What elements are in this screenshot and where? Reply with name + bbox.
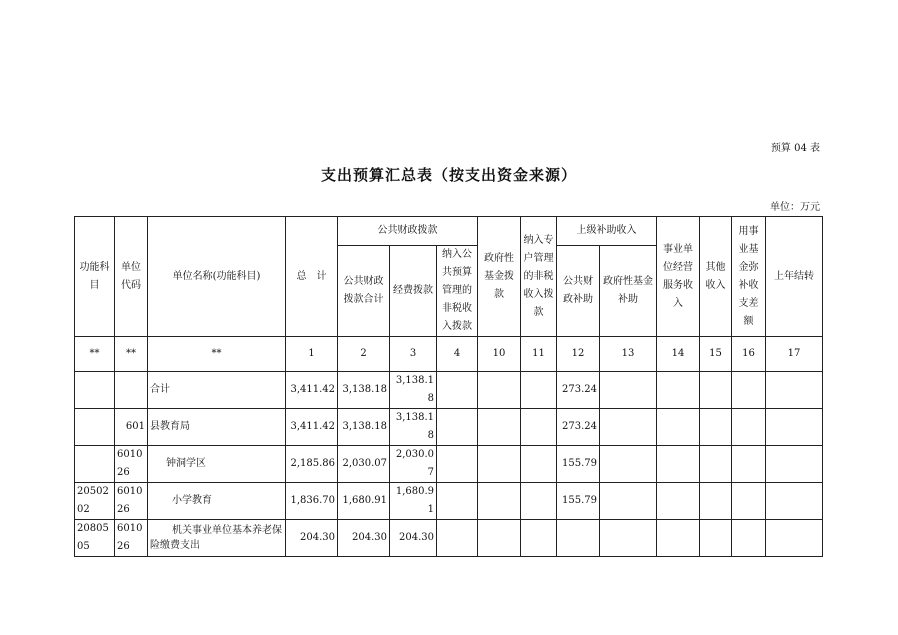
empty-cell bbox=[600, 483, 657, 520]
unit-label: 单位：万元 bbox=[770, 202, 820, 213]
table-row bbox=[75, 520, 823, 557]
empty-cell bbox=[657, 372, 700, 409]
header-pf-nontax: 纳入公共预算管理的非税收入拨款 bbox=[437, 246, 478, 337]
empty-cell bbox=[732, 372, 766, 409]
total-cell: 204.30 bbox=[286, 520, 338, 557]
pf-total-cell: 2,030.07 bbox=[338, 446, 390, 483]
pf-total-cell: 1,680.91 bbox=[338, 483, 390, 520]
func-code-cell bbox=[75, 409, 115, 446]
sub-public-cell: 155.79 bbox=[557, 483, 600, 520]
empty-cell bbox=[700, 372, 732, 409]
unit-name-cell: 县教育局 bbox=[148, 409, 286, 446]
index-cell: 4 bbox=[437, 337, 478, 372]
header-business-income: 事业单位经营服务收入 bbox=[657, 217, 700, 337]
total-cell: 2,185.86 bbox=[286, 446, 338, 483]
empty-cell bbox=[478, 446, 521, 483]
header-other-income: 其他收入 bbox=[700, 217, 732, 337]
empty-cell bbox=[700, 446, 732, 483]
empty-cell bbox=[521, 409, 557, 446]
header-total: 总 计 bbox=[286, 217, 338, 337]
pf-funds-cell: 204.30 bbox=[390, 520, 437, 557]
unit-name-cell: 合计 bbox=[148, 372, 286, 409]
unit-code-cell: 601026 bbox=[115, 446, 148, 483]
empty-cell bbox=[600, 520, 657, 557]
empty-cell bbox=[766, 520, 823, 557]
empty-cell bbox=[437, 483, 478, 520]
empty-cell bbox=[478, 520, 521, 557]
empty-cell bbox=[600, 409, 657, 446]
table-row bbox=[75, 409, 823, 446]
table-row bbox=[75, 372, 823, 409]
header-sub-gov-fund: 政府性基金补助 bbox=[600, 246, 657, 337]
index-cell: 11 bbox=[521, 337, 557, 372]
index-row bbox=[75, 337, 823, 372]
total-cell: 1,836.70 bbox=[286, 483, 338, 520]
empty-cell bbox=[657, 409, 700, 446]
func-code-cell bbox=[75, 446, 115, 483]
header-special-nontax: 纳入专户管理的非税收入拨款 bbox=[521, 217, 557, 337]
unit-name-cell: 小学教育 bbox=[148, 483, 286, 520]
empty-cell bbox=[437, 520, 478, 557]
empty-cell bbox=[732, 446, 766, 483]
total-cell: 3,411.42 bbox=[286, 372, 338, 409]
empty-cell bbox=[478, 409, 521, 446]
header-sub-public: 公共财政补助 bbox=[557, 246, 600, 337]
empty-cell bbox=[766, 446, 823, 483]
header-unit-name: 单位名称(功能科目) bbox=[148, 217, 286, 337]
empty-cell bbox=[700, 409, 732, 446]
header-row-1 bbox=[75, 217, 823, 246]
func-code-cell: 2080505 bbox=[75, 520, 115, 557]
empty-cell bbox=[478, 372, 521, 409]
index-cell: 14 bbox=[657, 337, 700, 372]
table-row bbox=[75, 483, 823, 520]
pf-funds-cell: 3,138.18 bbox=[390, 372, 437, 409]
sub-public-cell: 155.79 bbox=[557, 446, 600, 483]
header-unit-code: 单位代码 bbox=[115, 217, 148, 337]
unit-code-cell: 601 bbox=[115, 409, 148, 446]
unit-name-cell: 机关事业单位基本养老保险缴费支出 bbox=[148, 520, 286, 557]
empty-cell bbox=[657, 483, 700, 520]
empty-cell bbox=[732, 409, 766, 446]
func-code-cell bbox=[75, 372, 115, 409]
budget-table bbox=[74, 216, 823, 557]
pf-funds-cell: 3,138.18 bbox=[390, 409, 437, 446]
sub-public-cell: 273.24 bbox=[557, 409, 600, 446]
index-cell: 15 bbox=[700, 337, 732, 372]
empty-cell bbox=[600, 446, 657, 483]
unit-name-cell: 钟洞学区 bbox=[148, 446, 286, 483]
empty-cell bbox=[437, 409, 478, 446]
unit-code-cell: 601026 bbox=[115, 483, 148, 520]
header-superior-subsidy: 上级补助收入 bbox=[557, 217, 657, 246]
index-cell: 2 bbox=[338, 337, 390, 372]
pf-total-cell: 204.30 bbox=[338, 520, 390, 557]
page-title: 支出预算汇总表（按支出资金来源） bbox=[320, 166, 577, 184]
form-number: 预算 04 表 bbox=[770, 143, 820, 154]
sub-public-cell bbox=[557, 520, 600, 557]
pf-total-cell: 3,138.18 bbox=[338, 372, 390, 409]
empty-cell bbox=[766, 409, 823, 446]
pf-funds-cell: 1,680.91 bbox=[390, 483, 437, 520]
index-cell: 3 bbox=[390, 337, 437, 372]
header-fund-balance: 用事业基金弥补收支差额 bbox=[732, 217, 766, 337]
empty-cell bbox=[437, 446, 478, 483]
header-public-fiscal: 公共财政拨款 bbox=[338, 217, 478, 246]
total-cell: 3,411.42 bbox=[286, 409, 338, 446]
header-func-code: 功能科目 bbox=[75, 217, 115, 337]
func-code-cell: 2050202 bbox=[75, 483, 115, 520]
index-cell: 1 bbox=[286, 337, 338, 372]
empty-cell bbox=[521, 372, 557, 409]
empty-cell bbox=[766, 483, 823, 520]
unit-code-cell bbox=[115, 372, 148, 409]
unit-code-cell: 601026 bbox=[115, 520, 148, 557]
pf-total-cell: 3,138.18 bbox=[338, 409, 390, 446]
header-pf-total: 公共财政拨款合计 bbox=[338, 246, 390, 337]
index-cell: ** bbox=[148, 337, 286, 372]
index-cell: ** bbox=[115, 337, 148, 372]
pf-funds-cell: 2,030.07 bbox=[390, 446, 437, 483]
index-cell: ** bbox=[75, 337, 115, 372]
index-cell: 13 bbox=[600, 337, 657, 372]
empty-cell bbox=[521, 483, 557, 520]
empty-cell bbox=[437, 372, 478, 409]
empty-cell bbox=[700, 520, 732, 557]
empty-cell bbox=[732, 483, 766, 520]
empty-cell bbox=[657, 446, 700, 483]
empty-cell bbox=[521, 446, 557, 483]
header-pf-funds: 经费拨款 bbox=[390, 246, 437, 337]
empty-cell bbox=[521, 520, 557, 557]
index-cell: 12 bbox=[557, 337, 600, 372]
index-cell: 16 bbox=[732, 337, 766, 372]
empty-cell bbox=[766, 372, 823, 409]
header-gov-fund: 政府性基金拨款 bbox=[478, 217, 521, 337]
empty-cell bbox=[657, 520, 700, 557]
table-row bbox=[75, 446, 823, 483]
empty-cell bbox=[600, 372, 657, 409]
empty-cell bbox=[700, 483, 732, 520]
sub-public-cell: 273.24 bbox=[557, 372, 600, 409]
index-cell: 17 bbox=[766, 337, 823, 372]
header-carryover: 上年结转 bbox=[766, 217, 823, 337]
index-cell: 10 bbox=[478, 337, 521, 372]
empty-cell bbox=[732, 520, 766, 557]
empty-cell bbox=[478, 483, 521, 520]
